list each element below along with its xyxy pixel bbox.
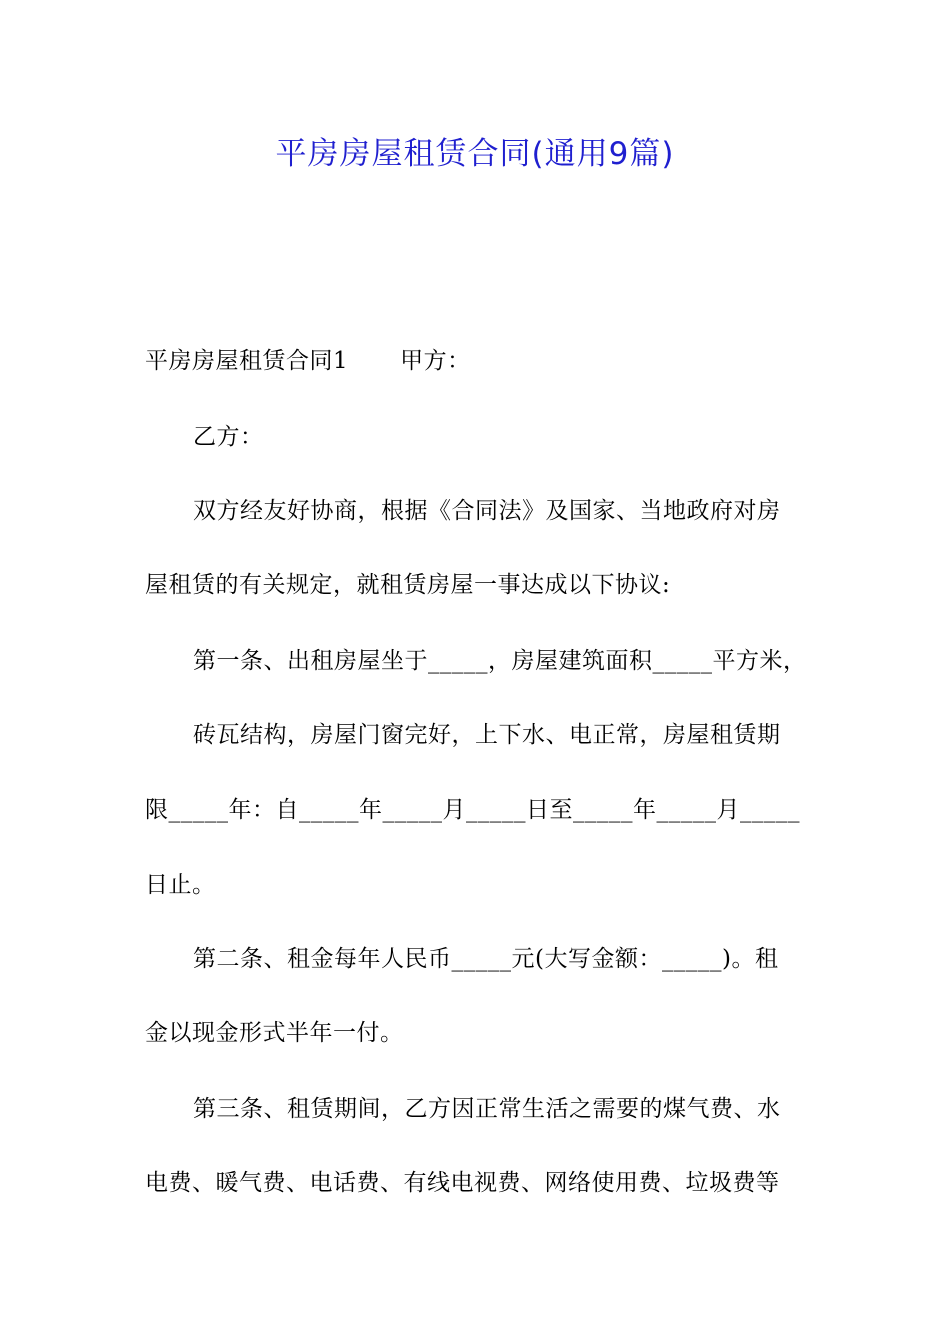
contract-number-label: 平房房屋租赁合同1: [145, 348, 349, 374]
party-a-label: 甲方：: [400, 348, 471, 374]
document-title: 平房房屋租赁合同(通用9篇): [275, 136, 675, 172]
paragraph-line: 电费、暖气费、电话费、有线电视费、网络使用费、垃圾费等: [145, 1170, 780, 1196]
party-b-label: 乙方：: [193, 424, 264, 450]
paragraph-line: 日止。: [145, 872, 216, 898]
contract-heading-line: [145, 346, 471, 376]
paragraph-line: 第三条、租赁期间，乙方因正常生活之需要的煤气费、水: [193, 1096, 781, 1122]
paragraph-line: 金以现金形式半年一付。: [145, 1020, 404, 1046]
paragraph-line: 第一条、出租房屋坐于_____，房屋建筑面积_____平方米，: [193, 648, 807, 674]
paragraph-line: 砖瓦结构，房屋门窗完好，上下水、电正常，房屋租赁期: [193, 722, 781, 748]
paragraph-line: 屋租赁的有关规定，就租赁房屋一事达成以下协议:: [145, 572, 671, 598]
paragraph-line: 双方经友好协商，根据《合同法》及国家、当地政府对房: [193, 498, 781, 524]
paragraph-line: 第二条、租金每年人民币_____元(大写金额：_____)。租: [193, 946, 779, 972]
paragraph-line: 限_____年：自_____年_____月_____日至_____年_____月_____: [145, 797, 800, 823]
